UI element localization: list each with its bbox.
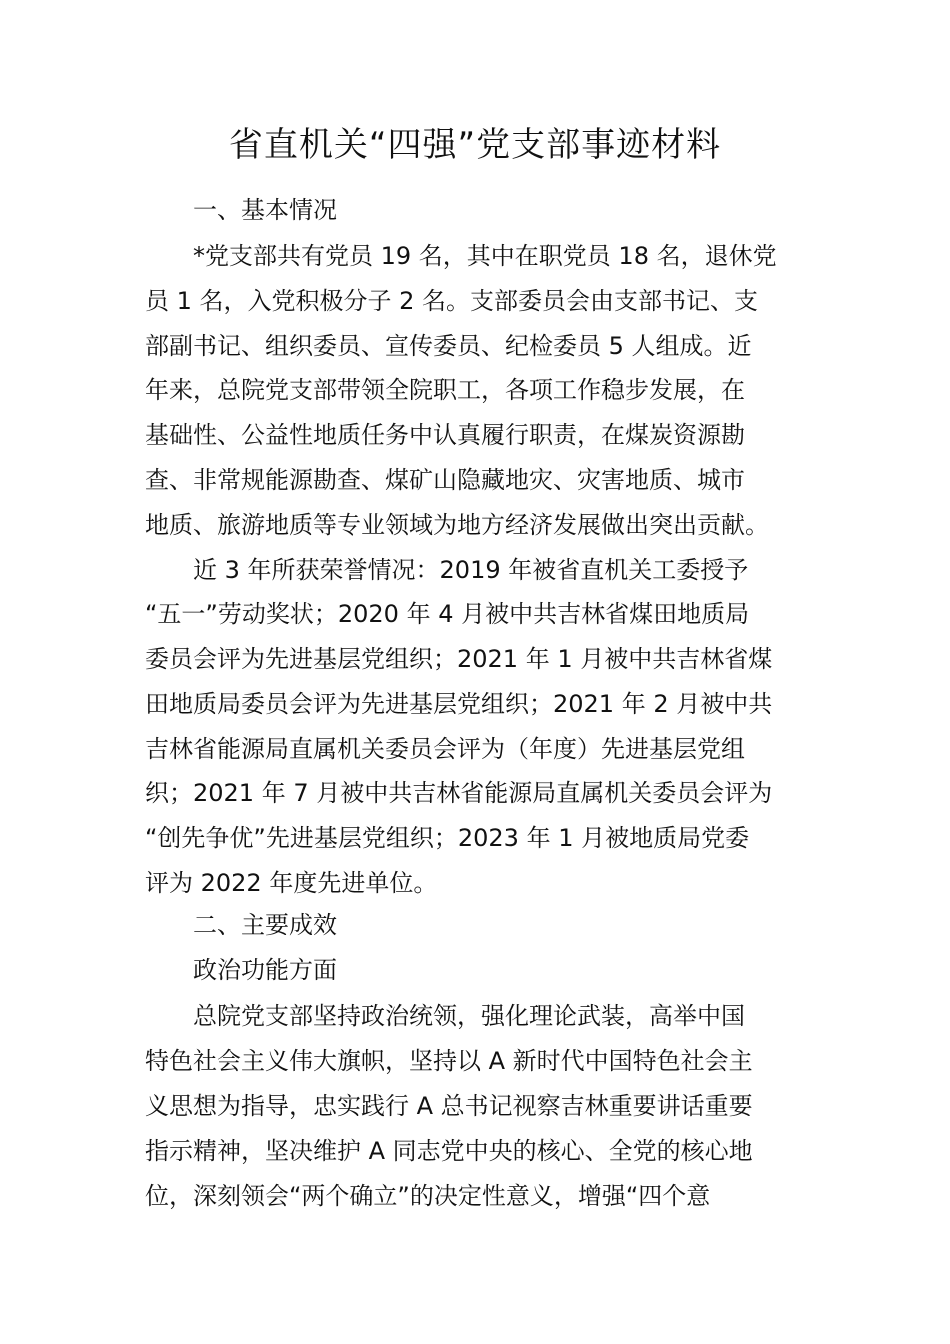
paragraph-line: 部副书记、组织委员、宣传委员、纪检委员 5 人组成。近: [145, 332, 752, 360]
paragraph-line: 员 1 名，入党积极分子 2 名。支部委员会由支部书记、支: [145, 287, 759, 315]
paragraph-line: 田地质局委员会评为先进基层党组织；2021 年 2 月被中共: [145, 690, 773, 718]
paragraph-line: 近 3 年所获荣誉情况：2019 年被省直机关工委授予: [193, 556, 749, 584]
paragraph-line: 委员会评为先进基层党组织；2021 年 1 月被中共吉林省煤: [145, 645, 773, 673]
paragraph-line: “五一”劳动奖状；2020 年 4 月被中共吉林省煤田地质局: [145, 600, 750, 628]
paragraph-line: 基础性、公益性地质任务中认真履行职责，在煤炭资源勘: [145, 421, 745, 449]
paragraph-line: 特色社会主义伟大旗帜，坚持以 A 新时代中国特色社会主: [145, 1047, 753, 1075]
document-title: 省直机关“四强”党支部事迹材料: [228, 125, 722, 165]
paragraph-line: 查、非常规能源勘查、煤矿山隐藏地灾、灾害地质、城市: [145, 466, 745, 494]
paragraph-line: “创先争优”先进基层党组织；2023 年 1 月被地质局党委: [145, 824, 750, 852]
subsection-heading-political: 政治功能方面: [193, 956, 337, 984]
paragraph-line: 总院党支部坚持政治统领，强化理论武装，高举中国: [193, 1002, 745, 1030]
paragraph-line: 位，深刻领会“两个确立”的决定性意义，增强“四个意: [145, 1182, 711, 1210]
paragraph-line: 义思想为指导，忠实践行 A 总书记视察吉林重要讲话重要: [145, 1092, 753, 1120]
paragraph-line: *党支部共有党员 19 名，其中在职党员 18 名，退休党: [193, 242, 777, 270]
paragraph-line: 织；2021 年 7 月被中共吉林省能源局直属机关委员会评为: [145, 779, 773, 807]
paragraph-line: 年来，总院党支部带领全院职工，各项工作稳步发展，在: [145, 376, 745, 404]
paragraph-line: 吉林省能源局直属机关委员会评为（年度）先进基层党组: [145, 735, 745, 763]
section-heading-basic: 一、基本情况: [193, 196, 337, 224]
paragraph-line: 指示精神，坚决维护 A 同志党中央的核心、全党的核心地: [145, 1137, 753, 1165]
paragraph-line: 评为 2022 年度先进单位。: [145, 869, 438, 897]
paragraph-line: 地质、旅游地质等专业领域为地方经济发展做出突出贡献。: [145, 511, 769, 539]
section-heading-results: 二、主要成效: [193, 911, 337, 939]
